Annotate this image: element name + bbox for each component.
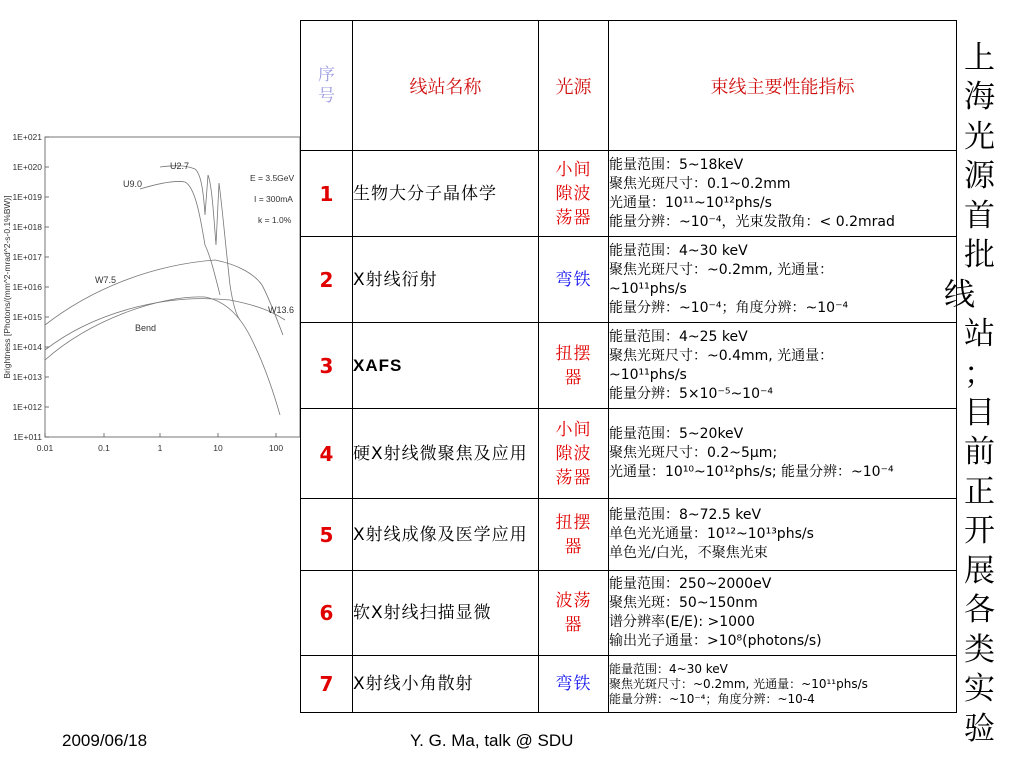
spec-line: 单色光光通量：10¹²~10¹³phs/s	[609, 526, 814, 542]
spec-line: ~10¹¹phs/s	[609, 366, 687, 383]
row-num: 4	[301, 409, 353, 499]
spec-line: 能量范围：5~18keV	[609, 156, 744, 173]
spec-line: 能量范围：250~2000eV	[609, 576, 772, 592]
spec-line: 光通量：10¹⁰~10¹²phs/s; 能量分辨：~10⁻⁴	[609, 464, 894, 480]
y-tick-label: 1E+018	[12, 222, 42, 232]
table-header-row	[301, 21, 957, 151]
header-num	[301, 21, 353, 151]
row-spec	[609, 323, 957, 409]
row-num: 1	[301, 151, 353, 237]
spec-line: 能量范围：5~20keV	[609, 426, 744, 442]
row-spec	[609, 499, 957, 571]
x-tick-label: 100	[268, 443, 284, 453]
y-tick-label: 1E+021	[12, 132, 42, 142]
spec-line: 能量范围：4~25 keV	[609, 328, 748, 345]
y-tick-label: 1E+019	[12, 192, 42, 202]
header-num-line2: 号	[318, 85, 335, 106]
spec-line: 光通量：10¹¹~10¹²phs/s	[609, 194, 772, 211]
vertical-title-char: 实	[964, 671, 995, 708]
header-name: 线站名称	[353, 21, 539, 151]
row-source: 波荡器	[539, 571, 609, 656]
vertical-title-char: 目	[964, 395, 995, 431]
curve-label-bend: Bend	[135, 323, 157, 333]
curve-w13-6	[45, 299, 285, 350]
footer-author: Y. G. Ma, talk @ SDU	[410, 731, 574, 750]
row-num: 3	[301, 323, 353, 409]
vertical-title-char: 各	[964, 592, 995, 629]
table-row	[301, 151, 957, 237]
param-current: I = 300mA	[254, 194, 293, 204]
row-name: 软X射线扫描显微	[353, 571, 539, 656]
row-spec	[609, 656, 957, 713]
row-source: 小间隙波荡器	[539, 151, 609, 237]
row-spec	[609, 237, 957, 323]
vertical-title-char: 类	[964, 631, 995, 668]
row-spec	[609, 571, 957, 656]
brightness-plot	[0, 125, 300, 460]
spec-line: 能量分辨：~10⁻⁴；角度分辨：~10⁻⁴	[609, 299, 849, 316]
curve-label-w13-6: W13.6	[268, 305, 295, 315]
table-row	[301, 409, 957, 499]
curve-label-w7-5: W7.5	[95, 275, 117, 285]
beamline-table	[300, 20, 957, 713]
y-axis-label: Brightness [Photons/(mm^2-mrad^2-s-0.1%BW)]	[2, 195, 12, 379]
header-source: 光源	[539, 21, 609, 151]
x-tick-label: 0.1	[98, 443, 110, 453]
spec-line: 输出光子通量：>10⁸(photons/s)	[609, 633, 822, 649]
spec-line: 谱分辨率(E/E): >1000	[609, 614, 755, 630]
row-name: X射线小角散射	[353, 656, 539, 713]
vertical-title-char: 批	[964, 237, 995, 274]
y-tick-label: 1E+014	[12, 342, 42, 352]
y-tick-label: 1E+017	[12, 252, 42, 262]
curve-label-u2-7: U2.7	[170, 161, 190, 171]
spec-line: 聚焦光斑尺寸：~0.2mm, 光通量：~10¹¹phs/s	[609, 676, 868, 691]
vertical-title-char: 正	[964, 473, 995, 510]
row-source: 扭摆器	[539, 323, 609, 409]
spec-line: 能量分辨：5×10⁻⁵~10⁻⁴	[609, 385, 774, 402]
table-row	[301, 499, 957, 571]
x-tick-label: 1	[157, 443, 163, 453]
row-num: 5	[301, 499, 353, 571]
row-name: XAFS	[353, 323, 539, 409]
vertical-title-char: 上	[964, 40, 995, 76]
y-tick-label: 1E+020	[12, 162, 42, 172]
row-source: 弯铁	[539, 237, 609, 323]
param-energy: E = 3.5GeV	[250, 173, 295, 183]
y-tick-label: 1E+012	[12, 402, 42, 412]
spec-line: 能量范围：4~30 keV	[609, 661, 728, 676]
vertical-title-char: 源	[964, 158, 995, 195]
row-name: X射线成像及医学应用	[353, 499, 539, 571]
spec-line: 能量分辨：~10⁻⁴；角度分辨：~10-4	[609, 691, 815, 706]
vertical-title-char: 海	[964, 79, 995, 116]
y-tick-label: 1E+016	[12, 282, 42, 292]
row-name: 硬X射线微聚焦及应用	[353, 409, 539, 499]
footer-date: 2009/06/18	[62, 731, 148, 750]
spec-line: 能量范围：8~72.5 keV	[609, 507, 762, 523]
vertical-title-char: 前	[964, 434, 995, 471]
vertical-title-char: 展	[964, 552, 995, 589]
spec-line: 聚焦光斑：50~150nm	[609, 595, 758, 611]
table-row	[301, 571, 957, 656]
spec-line: 能量范围：4~30 keV	[609, 242, 748, 259]
y-tick-label: 1E+013	[12, 372, 42, 382]
row-source: 小间隙波荡器	[539, 409, 609, 499]
row-num: 6	[301, 571, 353, 656]
row-name: X射线衍射	[353, 237, 539, 323]
axis-ticks	[45, 137, 276, 437]
vertical-title-char: 首	[964, 197, 995, 234]
vertical-title-char: 线	[944, 276, 975, 313]
row-source: 扭摆器	[539, 499, 609, 571]
row-num: 7	[301, 656, 353, 713]
param-coupling: k = 1.0%	[258, 215, 292, 225]
vertical-title-char: 站	[964, 316, 995, 353]
vertical-title-char: 验	[964, 710, 995, 747]
vertical-title-char: 开	[964, 513, 995, 550]
spec-line: ~10¹¹phs/s	[609, 280, 687, 297]
spec-line: 聚焦光斑尺寸：0.2~5μm;	[609, 445, 778, 461]
vertical-title-char: ；	[964, 355, 995, 392]
y-tick-labels	[12, 132, 42, 442]
row-source: 弯铁	[539, 656, 609, 713]
x-tick-label: 0.01	[36, 443, 54, 453]
spec-line: 聚焦光斑尺寸：0.1~0.2mm	[609, 175, 791, 192]
curve-w7-5	[45, 260, 283, 335]
y-tick-label: 1E+015	[12, 312, 42, 322]
row-spec	[609, 409, 957, 499]
spec-line: 能量分辨：~10⁻⁴，光束发散角：< 0.2mrad	[609, 213, 895, 230]
curve-u9-0	[140, 181, 220, 295]
spec-line: 聚焦光斑尺寸：~0.2mm, 光通量：	[609, 261, 834, 278]
row-spec	[609, 151, 957, 237]
row-num: 2	[301, 237, 353, 323]
table-row	[301, 237, 957, 323]
vertical-title-char: 光	[964, 118, 995, 155]
header-num-line1: 序	[318, 64, 335, 85]
y-tick-label: 1E+011	[13, 432, 42, 442]
table-row	[301, 656, 957, 713]
row-name: 生物大分子晶体学	[353, 151, 539, 237]
x-tick-label: 10	[213, 443, 223, 453]
x-tick-labels	[37, 443, 284, 453]
spec-line: 聚焦光斑尺寸：~0.4mm, 光通量：	[609, 347, 834, 364]
spec-line: 单色光/白光，不聚焦光束	[609, 545, 768, 561]
vertical-title	[944, 36, 1024, 747]
table-row	[301, 323, 957, 409]
curve-bend	[45, 297, 280, 415]
header-spec: 束线主要性能指标	[609, 21, 957, 151]
curve-label-u9-0: U9.0	[123, 179, 143, 189]
